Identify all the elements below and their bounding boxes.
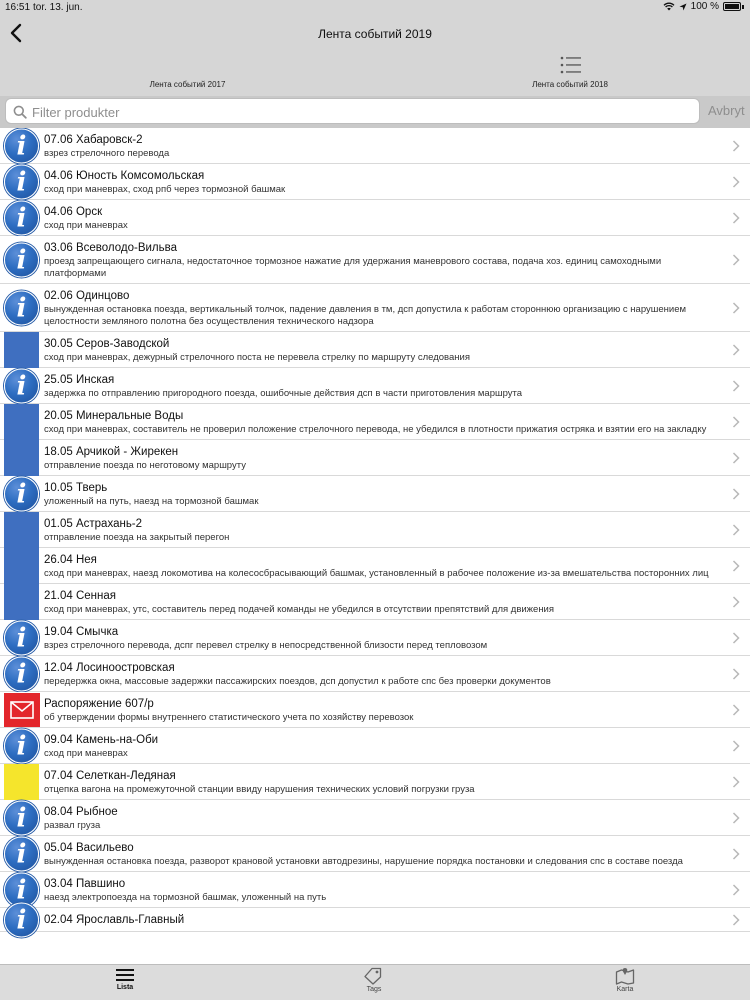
list-item-text [44,236,750,283]
list-item-desc: сход при маневрах, сход рпб через тормозной башмак [44,184,286,195]
list-item-title: 02.06 Одинцово [44,290,130,302]
list-item-text [44,128,750,163]
tab-tags-label: Tags [366,986,382,993]
info-icon [4,368,39,403]
chevron-right-icon [732,848,740,860]
list-item-desc: сход при маневрах [44,220,128,231]
search-icon [13,105,27,119]
chevron-right-icon [732,344,740,356]
search-input[interactable] [32,102,692,122]
list-item[interactable] [0,284,750,332]
blue-status-icon [4,584,39,620]
list-item-title: 03.04 Павшино [44,878,126,890]
info-icon [4,476,39,511]
list-item-title: 19.04 Смычка [44,626,119,638]
list-item-title: 08.04 Рыбное [44,806,118,818]
tab-bar [0,964,750,1000]
cancel-button[interactable]: Avbryt [708,103,745,118]
list-item-desc: наезд электропоезда на тормозной башмак, уложенный на путь [44,892,327,903]
list-item-title: 02.04 Ярославль-Главный [44,914,185,926]
list-item-title: Распоряжение 607/р [44,698,154,710]
chevron-right-icon [732,302,740,314]
list-item-text [44,368,750,403]
search-box[interactable] [5,98,700,124]
list-item-desc: сход при маневрах, утс, составитель перед подачей команды не убедился в отсутствии препятствий для движения [44,604,555,615]
tab-karta-label: Karta [616,986,634,993]
list-item[interactable] [0,656,750,692]
info-icon [4,620,39,655]
chevron-right-icon [732,452,740,464]
status-time: 16:51 [5,2,31,13]
list-item-title: 30.05 Серов-Заводской [44,338,170,350]
list-item-text [44,656,750,691]
list-item[interactable] [0,440,750,476]
list-item[interactable] [0,128,750,164]
list-item-desc: проезд запрещающего сигнала, недостаточное тормозное нажатие для удержания маневрового состава, подача хоз. единиц самоходными платформами [44,256,662,279]
chevron-right-icon [732,596,740,608]
list-item-desc: сход при маневрах, составитель не проверил положение стрелочного перевода, не убедился в плотности прижатия остряка и взятии его на закладку [44,424,707,435]
list-item-text [44,908,750,931]
list-item-text [44,692,750,727]
location-icon [679,3,687,11]
list-item-desc: задержка по отправлению пригородного поезда, ошибочные действия дсп в части приготовления маршрута [44,388,523,399]
list-icon [560,55,582,75]
list-item-text [44,836,750,871]
list-item-title: 04.06 Юность Комсомольская [44,170,205,182]
info-icon [4,902,39,937]
battery-percent: 100 % [690,1,719,12]
list-item[interactable] [0,836,750,872]
info-icon [4,164,39,199]
list-item-title: 04.06 Орск [44,206,103,218]
chevron-right-icon [732,140,740,152]
chevron-right-icon [732,914,740,926]
list-item-desc: об утверждении формы внутреннего статистического учета по хозяйству перевозок [44,712,414,723]
list-item-text [44,620,750,655]
list-item-desc: взрез стрелочного перевода, дспг перевел стрелку в непосредственной близости перед тепловозом [44,640,488,651]
list-item-title: 21.04 Сенная [44,590,116,602]
list-item-title: 12.04 Лосиноостровская [44,662,175,674]
info-icon [4,128,39,163]
list-item[interactable] [0,512,750,548]
list-item-text [44,440,750,475]
status-date: tor. 13. jun. [33,2,83,13]
list-item[interactable] [0,548,750,584]
chevron-right-icon [732,176,740,188]
tab-karta[interactable] [585,967,665,993]
list-item-text [44,548,750,583]
list-item-text [44,404,750,439]
info-icon [4,836,39,871]
chevron-right-icon [732,668,740,680]
tab-lista-label: Lista [116,984,134,991]
chevron-right-icon [732,524,740,536]
list-item[interactable] [0,620,750,656]
list-item-title: 26.04 Нея [44,554,97,566]
list-item-title: 09.04 Камень-на-Оби [44,734,159,746]
list-item[interactable] [0,236,750,284]
list-item[interactable] [0,584,750,620]
list-item[interactable] [0,332,750,368]
list-item-desc: вынужденная остановка поезда, разворот крановой установки автодрезины, нарушение порядка постановки и следования спс в составе поезда [44,856,683,867]
chevron-right-icon [732,632,740,644]
blue-status-icon [4,404,39,440]
list-item-desc: взрез стрелочного перевода [44,148,170,159]
list-item[interactable] [0,164,750,200]
top-area [0,0,750,96]
battery-icon [723,2,741,11]
list-item-title: 18.05 Арчикой - Жирекен [44,446,179,458]
list-item-desc: отправление поезда по неготовому маршруту [44,460,246,471]
chevron-right-icon [732,704,740,716]
tag-icon [364,967,384,985]
segment-2017[interactable] [100,52,275,94]
list-item-title: 10.05 Тверь [44,482,108,494]
list-item-desc: передержка окна, массовые задержки пассажирских поездов, дсп допустил к работе спс без проверки документов [44,676,551,687]
chevron-right-icon [732,254,740,266]
battery-tip-icon [742,5,744,9]
list-item-text [44,476,750,511]
list-item-desc: сход при маневрах, дежурный стрелочного поста не перевела стрелку по маршруту следования [44,352,470,363]
list-item-title: 01.05 Астрахань-2 [44,518,143,530]
status-bar [0,0,750,14]
segment-2017-label: Лента событий 2017 [149,80,226,89]
yellow-status-icon [4,764,39,800]
list-item-desc: уложенный на путь, наезд на тормозной башмак [44,496,259,507]
list-item-text [44,728,750,763]
list-item-desc: отправление поезда на закрытый перегон [44,532,230,543]
list-item-desc: отцепка вагона на промежуточной станции ввиду нарушения технических условий погрузки груза [44,784,475,795]
list-item-text [44,332,750,367]
list-item-title: 07.06 Хабаровск-2 [44,134,143,146]
chevron-right-icon [732,776,740,788]
list-item-text [44,800,750,835]
page-title: Лента событий 2019 [318,27,432,41]
chevron-right-icon [732,488,740,500]
list-item-title: 05.04 Васильево [44,842,134,854]
list-item-title: 03.06 Всеволодо-Вильва [44,242,178,254]
chevron-right-icon [732,380,740,392]
list-item[interactable] [0,200,750,236]
list-item-text [44,512,750,547]
list-item[interactable] [0,800,750,836]
list-item-desc: вынужденная остановка поезда, вертикальный толчок, падение давления в тм, дсп допустила к работам стороннюю организацию с нарушением целостности земляного полотна без осуществления технического надзора [44,304,687,327]
search-bar [0,96,750,128]
mail-icon [4,693,40,727]
info-icon [4,800,39,835]
list-item[interactable] [0,728,750,764]
map-icon [615,967,635,985]
event-list[interactable] [0,128,750,964]
list-item[interactable] [0,764,750,800]
list-item[interactable] [0,476,750,512]
blue-status-icon [4,548,39,584]
list-item[interactable] [0,692,750,728]
wifi-icon [663,2,675,11]
list-item-text [44,584,750,619]
list-item[interactable] [0,908,750,932]
blue-status-icon [4,332,39,368]
list-item[interactable] [0,404,750,440]
list-item-text [44,284,750,331]
blue-status-icon [4,440,39,476]
list-item-title: 25.05 Инская [44,374,115,386]
chevron-right-icon [732,812,740,824]
tab-tags[interactable] [334,967,414,993]
list-item-text [44,872,750,907]
info-icon [4,290,39,325]
status-right [663,1,744,12]
list-item-text [44,764,750,799]
chevron-right-icon [732,560,740,572]
list-item-title: 07.04 Селеткан-Ледяная [44,770,176,782]
chevron-right-icon [732,212,740,224]
info-icon [4,200,39,235]
list-item-desc: развал груза [44,820,101,831]
list-item-text [44,164,750,199]
list-item-desc: сход при маневрах [44,748,128,759]
tab-lista[interactable] [85,967,165,991]
segment-2018-label: Лента событий 2018 [532,80,608,89]
info-icon [4,728,39,763]
list-item-title: 20.05 Минеральные Воды [44,410,184,422]
chevron-right-icon [732,416,740,428]
info-icon [4,242,39,277]
list-item[interactable] [0,368,750,404]
chevron-right-icon [732,884,740,896]
list-icon [115,967,135,983]
info-icon [4,656,39,691]
list-item[interactable] [0,872,750,908]
segment-2018[interactable] [480,52,660,94]
list-item-desc: сход при маневрах, наезд локомотива на колесосбрасывающий башмак, установленный в рабочее положение из-за вмешательства посторонних лиц [44,568,709,579]
blue-status-icon [4,512,39,548]
chevron-right-icon [732,740,740,752]
list-item-text [44,200,750,235]
